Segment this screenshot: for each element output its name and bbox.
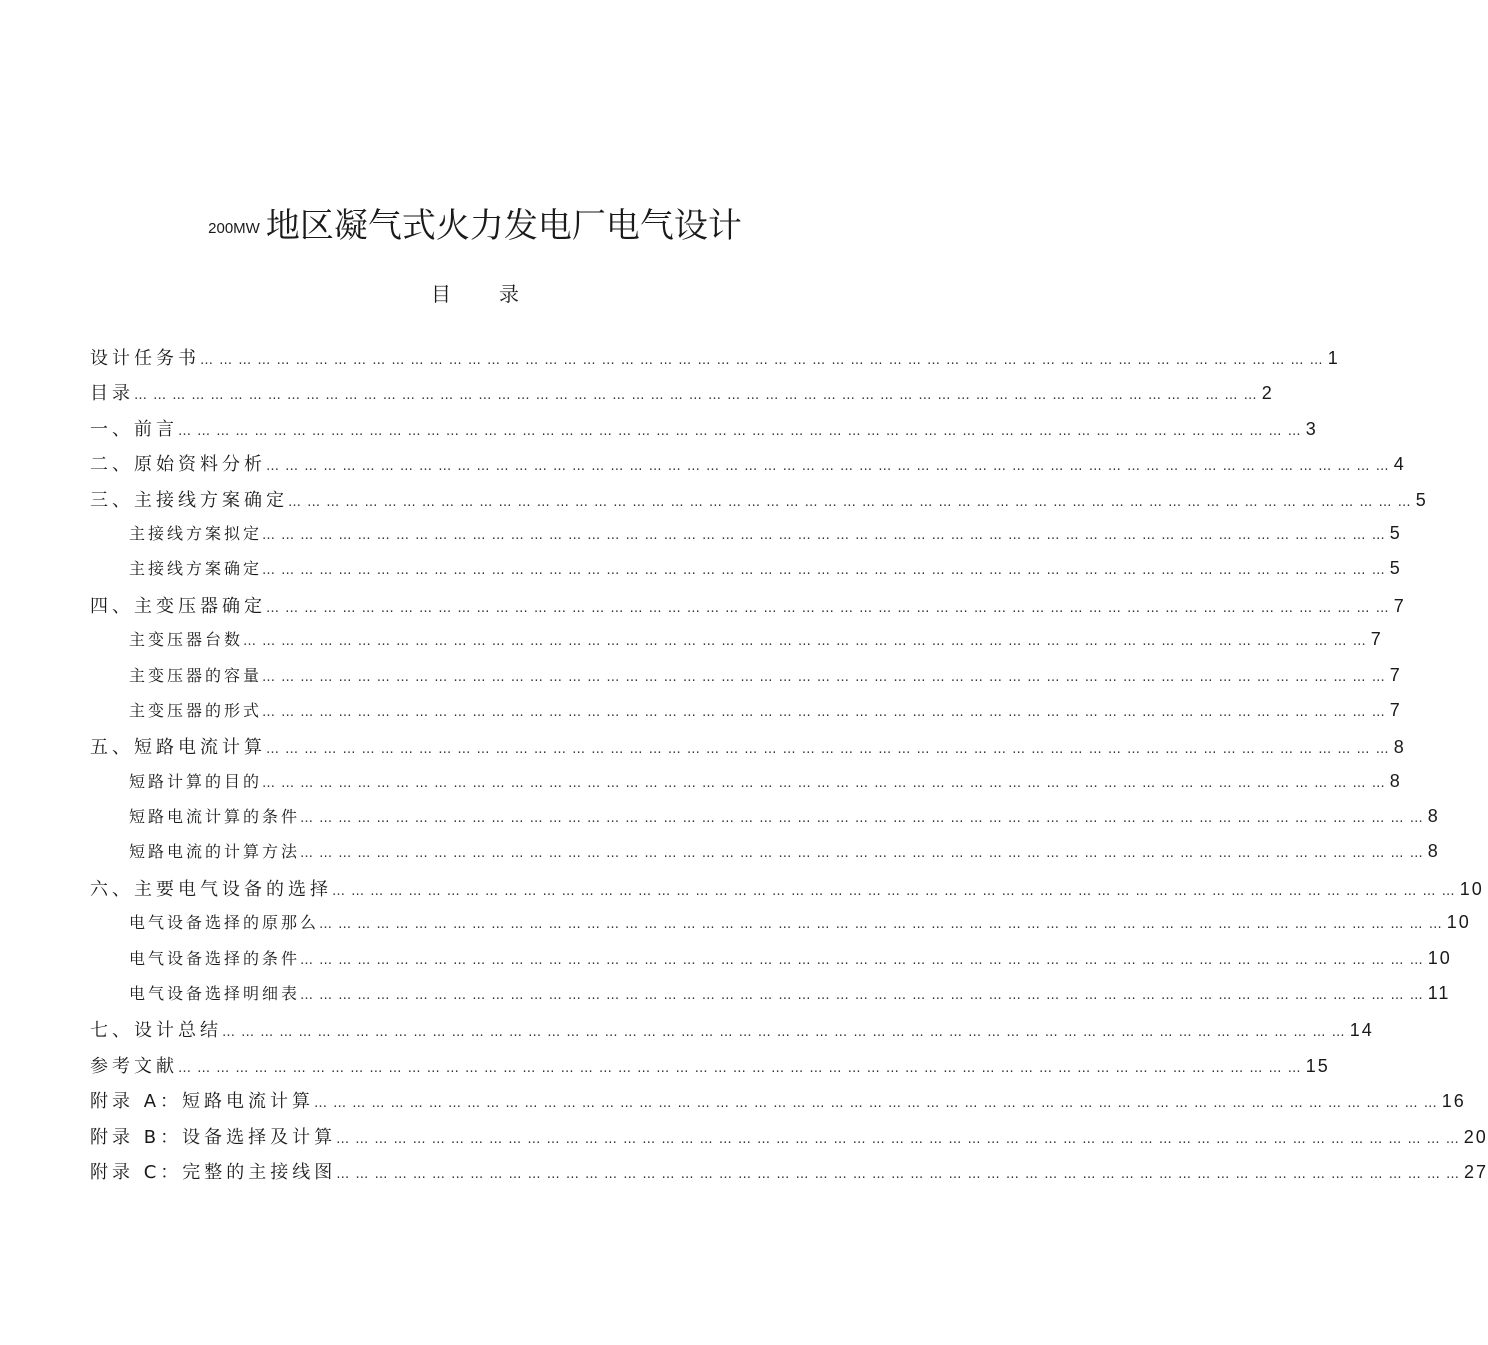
toc-entry[interactable]: [90, 592, 1406, 627]
toc-dot-leader: [222, 1025, 1346, 1040]
toc-dot-leader: [262, 705, 1386, 720]
toc-entry-label: 主变压器台数: [129, 630, 244, 650]
toc-entry[interactable]: [90, 1052, 1330, 1087]
toc-dot-leader: [243, 634, 1367, 649]
toc-entry-label: 六、主要电气设备的选择: [90, 878, 332, 900]
toc-entry[interactable]: [90, 486, 1428, 521]
toc-entry-label: 附录 B：设备选择及计算: [90, 1126, 337, 1148]
toc-subentry[interactable]: [90, 804, 1440, 839]
toc-subentry[interactable]: [90, 910, 1471, 945]
toc-entry-label: 附录 C：完整的主接线图: [90, 1161, 337, 1183]
toc-entry-label: 二、原始资料分析: [90, 454, 266, 476]
toc-entry-label: 一、前言: [90, 418, 178, 440]
toc-page-number: 5: [1415, 489, 1428, 510]
toc-page-number: 15: [1305, 1055, 1330, 1076]
toc-entry[interactable]: [90, 1158, 1488, 1193]
toc-dot-leader: [134, 388, 1258, 403]
title-prefix: 200MW: [208, 220, 260, 237]
toc-entry[interactable]: [90, 1087, 1466, 1122]
toc-page-number: 16: [1441, 1091, 1466, 1112]
toc-page-number: 7: [1389, 699, 1402, 720]
toc-page-number: 2: [1261, 383, 1274, 404]
toc-heading: [0, 278, 950, 307]
toc-page-number: 20: [1463, 1126, 1488, 1147]
toc-subentry[interactable]: [90, 521, 1402, 556]
toc-page-number: 5: [1389, 558, 1402, 579]
toc-page-number: 7: [1389, 664, 1402, 685]
toc-page-number: 8: [1393, 737, 1406, 758]
toc-entry[interactable]: [90, 379, 1274, 414]
toc-page-number: 10: [1446, 912, 1471, 933]
toc-entry-label: 目录: [90, 383, 134, 405]
toc-entry-label: 主变压器的形式: [129, 700, 263, 720]
toc-page-number: 1: [1327, 348, 1340, 368]
toc-entry-label: 设计任务书: [90, 348, 200, 369]
toc-dot-leader: [266, 459, 1390, 474]
toc-dot-leader: [262, 670, 1386, 685]
toc-entry-label: 三、主接线方案确定: [90, 489, 288, 511]
toc-dot-leader: [288, 495, 1412, 510]
toc-entry-label: 主变压器的容量: [129, 665, 263, 685]
toc-dot-leader: [262, 528, 1386, 543]
table-of-contents: [90, 344, 1488, 1193]
toc-entry-label: 主接线方案拟定: [129, 523, 263, 543]
toc-entry[interactable]: [90, 415, 1318, 450]
toc-entry-label: 短路计算的目的: [129, 771, 263, 791]
toc-subentry[interactable]: [90, 663, 1402, 698]
toc-dot-leader: [332, 884, 1456, 899]
toc-entry-label: 七、设计总结: [90, 1020, 222, 1042]
toc-page-number: 8: [1427, 841, 1440, 862]
toc-page-number: 5: [1389, 522, 1402, 543]
toc-subentry[interactable]: [90, 981, 1451, 1016]
toc-entry[interactable]: [90, 733, 1406, 768]
toc-subentry[interactable]: [90, 627, 1383, 662]
toc-page-number: 10: [1459, 878, 1484, 899]
toc-entry-label: 五、短路电流计算: [90, 737, 266, 759]
toc-dot-leader: [336, 1167, 1460, 1182]
toc-dot-leader: [319, 917, 1443, 932]
toc-entry[interactable]: [90, 875, 1484, 910]
toc-subentry[interactable]: [90, 946, 1452, 981]
toc-page-number: 10: [1427, 947, 1452, 968]
toc-entry-label: 电气设备选择的原那么: [129, 913, 320, 933]
toc-entry-label: 短路电流的计算方法: [129, 842, 301, 862]
toc-subentry[interactable]: [90, 839, 1440, 874]
toc-entry[interactable]: [90, 344, 1340, 379]
toc-heading-char-1: 目: [431, 282, 451, 306]
toc-page-number: 11: [1427, 983, 1451, 1004]
toc-dot-leader: [262, 776, 1386, 791]
toc-subentry[interactable]: [90, 556, 1402, 591]
toc-dot-leader: [336, 1132, 1460, 1147]
toc-entry-label: 电气设备选择的条件: [129, 948, 301, 968]
toc-subentry[interactable]: [90, 769, 1402, 804]
toc-dot-leader: [300, 811, 1424, 826]
title-main: 地区凝气式火力发电厂电气设计: [265, 206, 742, 246]
toc-entry[interactable]: [90, 1016, 1374, 1051]
toc-subentry[interactable]: [90, 698, 1402, 733]
toc-entry-label: 主接线方案确定: [129, 559, 263, 579]
toc-dot-leader: [300, 988, 1424, 1003]
toc-dot-leader: [178, 1061, 1302, 1076]
toc-page-number: 14: [1349, 1020, 1374, 1041]
toc-dot-leader: [266, 601, 1390, 616]
toc-dot-leader: [300, 846, 1424, 861]
toc-page-number: 3: [1305, 418, 1318, 439]
toc-entry[interactable]: [90, 450, 1406, 485]
toc-page-number: 4: [1393, 454, 1406, 475]
document-title: [0, 198, 950, 247]
toc-page-number: 7: [1370, 629, 1383, 650]
toc-dot-leader: [300, 953, 1424, 968]
toc-dot-leader: [266, 742, 1390, 757]
toc-entry-label: 参考文献: [90, 1055, 178, 1077]
toc-page-number: 8: [1427, 806, 1440, 827]
toc-dot-leader: [200, 353, 1324, 368]
toc-entry-label: 四、主变压器确定: [90, 595, 266, 617]
toc-heading-char-2: 录: [499, 282, 519, 306]
toc-entry-label: 电气设备选择明细表: [129, 984, 301, 1004]
toc-dot-leader: [314, 1096, 1438, 1111]
toc-dot-leader: [178, 424, 1302, 439]
toc-dot-leader: [262, 563, 1386, 578]
toc-page-number: 27: [1463, 1161, 1488, 1182]
toc-entry-label: 附录 A：短路电流计算: [90, 1091, 315, 1113]
toc-entry[interactable]: [90, 1123, 1488, 1158]
toc-page-number: 7: [1393, 595, 1406, 616]
toc-page-number: 8: [1389, 770, 1402, 791]
toc-entry-label: 短路电流计算的条件: [129, 807, 301, 827]
